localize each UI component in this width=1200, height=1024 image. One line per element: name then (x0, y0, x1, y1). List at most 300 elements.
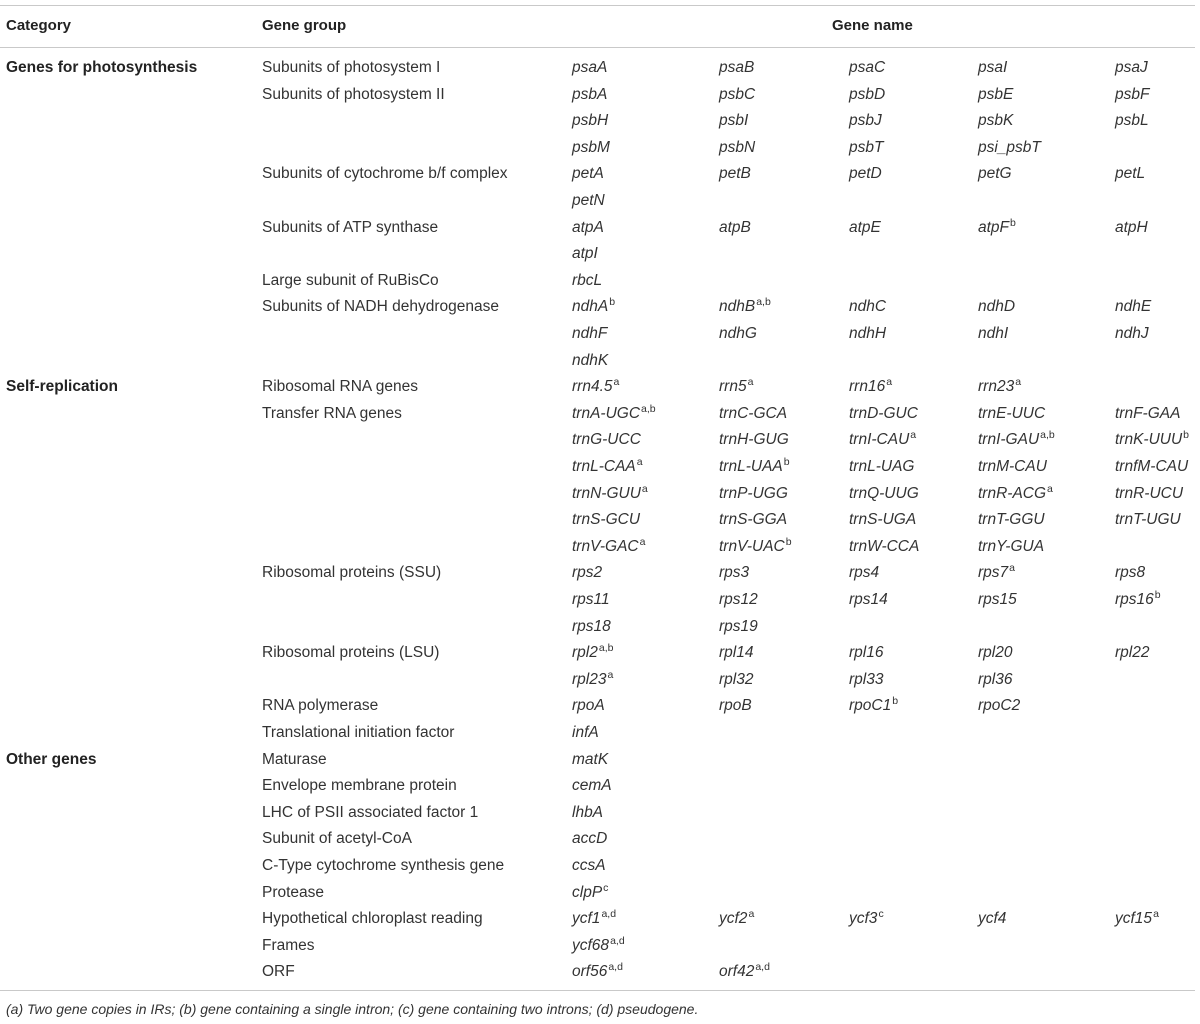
gene-name: psaJ (1115, 59, 1148, 76)
bottom-rule (0, 990, 1195, 991)
gene-name-cell (1115, 431, 1189, 450)
gene-name-cell (1115, 458, 1188, 476)
table-row (0, 272, 1200, 299)
table-row (0, 644, 1200, 671)
table-row (0, 697, 1200, 724)
table-row (0, 378, 1200, 405)
gene-name: rpl33 (849, 670, 884, 688)
gene-name: trnT-GGU (978, 511, 1045, 529)
gene-name-cell (849, 378, 892, 397)
table-row (0, 830, 1200, 857)
gene-name-cell (719, 59, 754, 77)
table-row (0, 245, 1200, 272)
gene-name-cell (572, 192, 605, 210)
gene-name-cell (572, 325, 607, 343)
gene-name: psbE (978, 85, 1014, 103)
gene-name: ndhF (572, 325, 608, 342)
table-row (0, 535, 1200, 565)
gene-name-cell (572, 751, 608, 769)
gene-group-cell: C-Type cytochrome synthesis gene (262, 857, 505, 874)
gene-name-cell (572, 777, 612, 795)
gene-name: trnS-GGA (719, 511, 788, 529)
gene-name-cell (978, 112, 1013, 130)
gene-name: psbH (572, 112, 609, 130)
gene-name-cell (719, 535, 792, 557)
gene-name: ndhC (849, 298, 887, 316)
category-cell: Genes for photosynthesis (6, 59, 198, 76)
gene-name: atpA (572, 218, 604, 236)
gene-group-cell: Subunits of cytochrome b/f complex (262, 165, 508, 183)
gene-name: petN (572, 192, 605, 209)
gene-name-cell (978, 511, 1045, 529)
gene-footnote-marker: a (1009, 562, 1015, 575)
gene-name-cell (719, 963, 770, 982)
gene-name: psbI (719, 112, 749, 130)
gene-name-cell (572, 298, 615, 317)
gene-name: rrn16 (849, 378, 886, 396)
gene-name-cell (572, 59, 607, 77)
gene-name-cell (849, 431, 916, 450)
table-row (0, 192, 1200, 219)
table-row (0, 724, 1200, 751)
gene-name-cell (719, 165, 751, 183)
gene-name: trnG-UCC (572, 431, 641, 449)
gene-name: rps12 (719, 591, 758, 608)
gene-name-cell (978, 591, 1017, 609)
gene-name: rps2 (572, 564, 603, 582)
header-gene-group: Gene group (262, 17, 347, 34)
gene-group-cell: Subunits of NADH dehydrogenase (262, 298, 499, 316)
gene-name: trnP-UGG (719, 484, 788, 502)
gene-name-cell (719, 910, 754, 929)
gene-name: rps14 (849, 591, 888, 608)
gene-name-cell (1115, 564, 1145, 582)
gene-name-cell (849, 405, 918, 423)
gene-name-cell (1115, 219, 1148, 237)
top-rule (0, 5, 1195, 6)
gene-name: atpI (572, 245, 598, 263)
table-row (0, 139, 1200, 166)
gene-group-cell: Translational initiation factor (262, 724, 455, 741)
gene-name: rpl2 (572, 644, 598, 662)
gene-name: clpP (572, 883, 603, 901)
gene-name: matK (572, 750, 609, 768)
gene-name: orf56 (572, 963, 608, 981)
gene-name-cell (572, 165, 604, 183)
gene-name-cell (849, 165, 882, 183)
gene-name-cell (572, 352, 608, 370)
gene-footnote-marker: a (636, 456, 643, 468)
gene-name: psbA (572, 85, 608, 103)
gene-name-cell (978, 910, 1006, 928)
gene-name-cell (572, 724, 599, 742)
gene-name: trnL-UAG (849, 458, 915, 475)
table-row (0, 431, 1200, 458)
gene-name-cell (572, 535, 646, 557)
gene-name-cell (849, 59, 885, 77)
gene-group-cell: Large subunit of RuBisCo (262, 271, 439, 289)
gene-name: petD (849, 165, 882, 183)
gene-name: rpl16 (849, 644, 884, 662)
gene-name-cell (1115, 325, 1149, 343)
gene-name-cell (719, 139, 755, 157)
gene-name: trnQ-UUG (849, 484, 919, 502)
gene-footnote-marker: a (639, 535, 646, 548)
gene-name: ycf2 (719, 910, 748, 928)
gene-name-cell (572, 910, 616, 929)
gene-name: psbF (1115, 85, 1150, 103)
gene-name: psbK (978, 112, 1014, 130)
table-row (0, 59, 1200, 86)
gene-name-cell (719, 298, 771, 317)
gene-name: trnW-CCA (849, 537, 920, 555)
gene-footnote-marker: a,d (601, 908, 617, 921)
gene-name: trnS-GCU (572, 511, 641, 529)
gene-name-cell (719, 618, 758, 636)
gene-name-cell (719, 458, 790, 477)
gene-footnote-marker: a (886, 376, 893, 389)
gene-name: trnM-CAU (978, 458, 1047, 475)
gene-name: orf42 (719, 963, 755, 981)
gene-footnote-marker: a,b (1040, 429, 1055, 442)
gene-name-cell (572, 857, 606, 875)
gene-name-cell (849, 538, 919, 556)
gene-name: trnR-ACG (978, 484, 1047, 502)
gene-name-cell (1115, 59, 1148, 77)
gene-name-cell (849, 219, 881, 237)
gene-name-cell (978, 325, 1008, 343)
gene-name-cell (1115, 165, 1145, 183)
table-row (0, 86, 1200, 113)
gene-name-cell (978, 482, 1053, 504)
gene-group-cell: Protease (262, 883, 325, 901)
gene-footnote-marker: a,b (756, 296, 771, 309)
table-row (0, 402, 1200, 432)
gene-name: trnL-UAA (719, 458, 783, 475)
gene-name: ycf68 (572, 936, 610, 954)
gene-name-cell (572, 86, 607, 104)
gene-name-cell (572, 591, 610, 609)
gene-name-cell (572, 668, 614, 690)
gene-name: rps11 (572, 591, 610, 608)
gene-group-cell: Subunits of photosystem I (262, 59, 441, 76)
gene-name: lhbA (572, 803, 604, 821)
gene-group-cell: Hypothetical chloroplast reading (262, 910, 483, 928)
gene-name: rrn23 (978, 378, 1015, 396)
gene-name-cell (572, 458, 643, 477)
gene-name-cell (572, 697, 605, 715)
gene-name: trnN-GUU (572, 484, 641, 502)
gene-name: atpE (849, 218, 881, 236)
gene-name-cell (978, 298, 1015, 316)
gene-name-cell (978, 86, 1013, 104)
gene-name-cell (572, 618, 611, 636)
gene-footnote-marker: a (1015, 376, 1022, 389)
gene-name: psbJ (849, 112, 882, 130)
gene-footnote-marker: a (910, 429, 917, 442)
gene-name: rpoA (572, 697, 605, 715)
gene-name: trnI-CAU (849, 431, 910, 449)
gene-footnote-marker: b (785, 535, 792, 548)
gene-name-cell (572, 511, 640, 529)
gene-group-cell: Ribosomal proteins (LSU) (262, 644, 440, 662)
gene-name: trnI-GAU (978, 431, 1040, 449)
gene-name-cell (849, 644, 883, 662)
gene-name: trnV-UAC (719, 537, 785, 555)
gene-name-cell (572, 830, 607, 848)
gene-name-cell (572, 112, 608, 130)
gene-name: rps8 (1115, 564, 1146, 582)
gene-group-cell: Envelope membrane protein (262, 777, 457, 795)
table-row (0, 668, 1200, 698)
gene-name: ccsA (572, 857, 606, 874)
gene-name: rps4 (849, 564, 880, 582)
gene-name: rpl14 (719, 644, 754, 662)
gene-group-cell: Subunits of ATP synthase (262, 218, 439, 236)
gene-group-cell: Ribosomal RNA genes (262, 378, 418, 396)
gene-name: trnY-GUA (978, 537, 1045, 555)
gene-group-cell: Maturase (262, 750, 327, 768)
table-row (0, 963, 1200, 990)
gene-footnote-marker: a (1047, 482, 1053, 495)
gene-name-cell (572, 963, 623, 982)
gene-name: rrn4.5 (572, 378, 613, 396)
footnote: (a) Two gene copies in IRs; (b) gene containing a single intron; (c) gene containing two introns; (d) pseudogene. (6, 1001, 699, 1017)
gene-name-cell (978, 644, 1012, 662)
gene-name: trnD-GUC (849, 404, 918, 422)
gene-name: rps7 (978, 564, 1009, 582)
gene-name-cell (719, 564, 749, 582)
gene-name-cell (719, 485, 788, 503)
gene-footnote-marker: a,b (641, 402, 656, 415)
gene-name: petA (572, 165, 604, 183)
gene-name-cell (849, 671, 883, 689)
gene-footnote-marker: a,b (598, 642, 614, 655)
gene-name-cell (849, 511, 916, 529)
gene-name-cell (1115, 910, 1159, 929)
gene-footnote-marker: c (878, 908, 884, 921)
gene-name-cell (1115, 405, 1180, 423)
gene-name: ycf3 (849, 910, 878, 928)
gene-group-cell: Subunits of photosystem II (262, 85, 445, 103)
gene-footnote-marker: b (1183, 429, 1190, 442)
gene-footnote-marker: a (613, 376, 620, 389)
header-gene-name: Gene name (832, 17, 913, 34)
gene-name: ndhD (978, 298, 1016, 316)
gene-name: rps3 (719, 564, 750, 582)
gene-name: rpl22 (1115, 644, 1150, 662)
gene-name: ndhE (1115, 298, 1152, 316)
table-row (0, 216, 1200, 246)
gene-name-cell (978, 697, 1020, 715)
gene-name-cell (719, 378, 753, 397)
gene-name: rps16 (1115, 591, 1154, 608)
gene-footnote-marker: a (607, 668, 614, 681)
gene-name: ycf1 (572, 910, 601, 928)
table-row (0, 482, 1200, 512)
table-row (0, 857, 1200, 884)
gene-name: infA (572, 724, 599, 741)
gene-name: trnC-GCA (719, 404, 788, 422)
gene-name-cell (849, 86, 885, 104)
gene-name-cell (572, 219, 604, 237)
gene-name-cell (849, 112, 882, 130)
gene-name-cell (849, 298, 886, 316)
gene-name-cell (719, 697, 752, 715)
table-row (0, 352, 1200, 379)
gene-name-cell (978, 458, 1047, 476)
gene-name: trnR-UCU (1115, 484, 1184, 502)
gene-name-cell (572, 804, 603, 822)
gene-name: ndhB (719, 298, 756, 316)
gene-footnote-marker: a,d (608, 961, 623, 974)
gene-footnote-marker: c (603, 881, 609, 894)
gene-name: rpoC2 (978, 697, 1021, 715)
gene-name: ycf4 (978, 910, 1007, 928)
gene-name-cell (849, 325, 886, 343)
table-row (0, 165, 1200, 192)
table-row (0, 298, 1200, 325)
gene-name: rpl23 (572, 670, 607, 688)
gene-footnote-marker: b (609, 296, 616, 309)
gene-name: trnE-UUC (978, 404, 1046, 422)
gene-name-cell (572, 272, 602, 290)
gene-name-cell (719, 671, 753, 689)
gene-name-cell (572, 431, 641, 449)
gene-name: trnT-UGU (1115, 511, 1181, 529)
gene-name: psbM (572, 138, 610, 156)
gene-name-cell (1115, 485, 1183, 503)
gene-name: atpB (719, 218, 751, 236)
gene-name-cell (572, 245, 598, 263)
gene-name-cell (1115, 86, 1149, 104)
gene-name-cell (849, 591, 888, 609)
gene-name-cell (719, 511, 787, 529)
gene-name: rps19 (719, 617, 758, 635)
gene-name-cell (719, 431, 789, 449)
gene-name: trnA-UGC (572, 404, 641, 422)
gene-name: trnV-GAC (572, 537, 639, 555)
gene-name-cell (849, 139, 883, 157)
gene-name-cell (978, 216, 1016, 238)
gene-name-cell (978, 378, 1021, 397)
gene-name-cell (978, 139, 1041, 157)
gene-name: psbD (849, 85, 886, 103)
gene-group-cell: Frames (262, 936, 315, 954)
gene-footnote-marker: a (641, 482, 648, 495)
gene-name: trnK-UUU (1115, 431, 1183, 449)
table-row (0, 325, 1200, 352)
gene-name: rpl32 (719, 670, 754, 688)
gene-footnote-marker: a (748, 908, 755, 921)
gene-name-cell (719, 86, 755, 104)
gene-name-cell (1115, 298, 1151, 316)
gene-name: rpoB (719, 697, 752, 715)
gene-name-cell (849, 910, 884, 929)
header-rule (0, 47, 1195, 48)
gene-name: ndhG (719, 325, 757, 342)
gene-name: petB (719, 165, 751, 183)
gene-name-cell (719, 325, 757, 343)
gene-name-cell (719, 591, 758, 609)
gene-name: psbC (719, 85, 756, 103)
gene-name: psbL (1115, 112, 1149, 130)
gene-footnote-marker: a (747, 376, 754, 389)
gene-group-cell: LHC of PSII associated factor 1 (262, 803, 479, 821)
gene-name: rpl20 (978, 644, 1013, 662)
gene-name: psaC (849, 59, 886, 76)
gene-name-cell (719, 644, 753, 662)
gene-name-cell (1115, 511, 1181, 529)
gene-name: psi_psbT (978, 138, 1041, 156)
gene-name-cell (849, 697, 898, 716)
gene-footnote-marker: b (1154, 589, 1161, 601)
gene-name-cell (719, 112, 748, 130)
gene-name: rpl36 (978, 670, 1013, 688)
gene-name: psbN (719, 138, 756, 156)
table-row (0, 910, 1200, 937)
gene-name-cell (849, 485, 919, 503)
gene-name-cell (572, 482, 648, 504)
gene-name: trnH-GUG (719, 431, 789, 449)
gene-name: ndhH (849, 325, 887, 342)
gene-name-cell (572, 402, 656, 424)
gene-name: trnfM-CAU (1115, 458, 1189, 475)
table-row (0, 777, 1200, 804)
gene-name-cell (978, 671, 1012, 689)
gene-name: rps15 (978, 591, 1017, 608)
gene-name-cell (978, 431, 1055, 450)
gene-name: rbcL (572, 271, 603, 289)
gene-name-cell (978, 59, 1007, 77)
table-row (0, 751, 1200, 778)
table-row (0, 458, 1200, 485)
gene-name-cell (849, 458, 914, 476)
gene-name: atpF (978, 218, 1010, 236)
table-row (0, 591, 1200, 618)
gene-name: petL (1115, 165, 1146, 183)
gene-name: cemA (572, 777, 612, 795)
gene-footnote-marker: b (783, 456, 790, 468)
gene-name: ndhA (572, 298, 609, 316)
gene-footnote-marker: a,d (755, 961, 770, 974)
gene-name: trnF-GAA (1115, 404, 1181, 422)
table-row (0, 934, 1200, 964)
gene-name-cell (1115, 112, 1149, 130)
gene-name-cell (978, 564, 1015, 583)
gene-name-cell (978, 165, 1012, 183)
gene-name: rrn5 (719, 378, 747, 396)
gene-name-cell (572, 378, 619, 397)
gene-name-cell (719, 219, 751, 237)
gene-name-cell (572, 564, 602, 582)
gene-name: trnL-CAA (572, 458, 636, 475)
gene-name: ycf15 (1115, 910, 1153, 928)
gene-name: psaI (978, 59, 1008, 76)
gene-name-cell (978, 405, 1045, 423)
gene-name: ndhJ (1115, 325, 1149, 342)
gene-group-cell: ORF (262, 963, 295, 981)
gene-name-cell (719, 405, 787, 423)
gene-footnote-marker: b (892, 695, 899, 708)
table-row (0, 564, 1200, 591)
gene-group-cell: Ribosomal proteins (SSU) (262, 564, 442, 582)
gene-name: accD (572, 830, 608, 848)
gene-name: atpH (1115, 218, 1148, 236)
gene-name: rps18 (572, 617, 611, 635)
gene-name-cell (1115, 644, 1149, 662)
category-cell: Self-replication (6, 378, 118, 396)
